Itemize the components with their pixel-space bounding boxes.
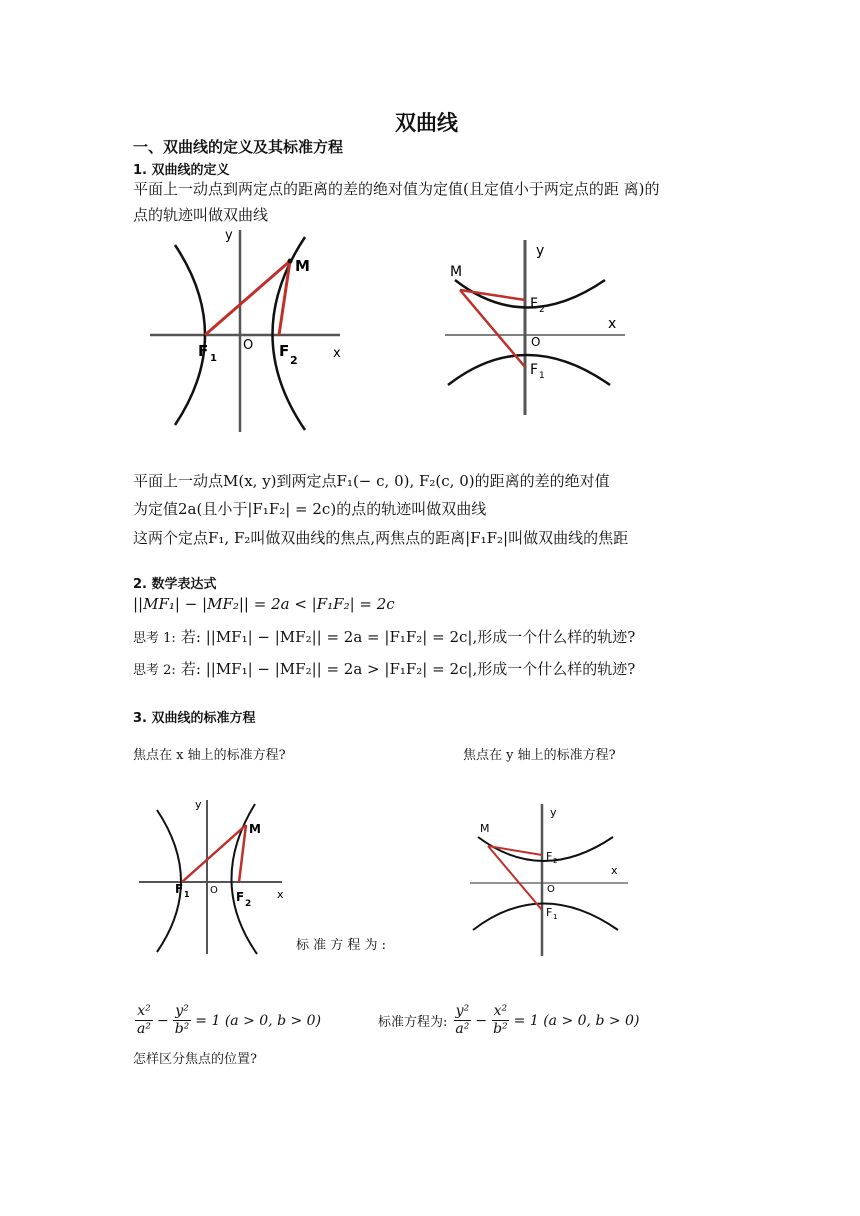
math-expression: ||MF₁| − |MF₂|| = 2a < |F₁F₂| = 2c: [133, 595, 395, 613]
think-1: [133, 626, 635, 647]
subheading-expression: 2. 数学表达式: [133, 577, 217, 592]
think-2: [133, 658, 635, 679]
eq-x-num2: y²: [175, 1003, 189, 1019]
point-m-label: M: [295, 257, 310, 275]
point-m-label: M: [480, 822, 490, 835]
eq-y-rhs: = 1 (a > 0, b > 0): [513, 1012, 640, 1029]
paragraph-line-1: 平面上一动点M(x, y)到两定点F₁(− c, 0), F₂(c, 0)的距离的差的绝对值: [133, 472, 610, 490]
focus-f2-label: F: [530, 296, 539, 312]
focus-f2-label: F: [546, 850, 553, 863]
eq-y-num1: y²: [455, 1003, 470, 1019]
y-axis-label: y: [225, 228, 233, 243]
think-2-text: 若: ||MF₁| − |MF₂|| = 2a > |F₁F₂| = 2c|,形成一个什么样的轨迹?: [180, 660, 636, 678]
focus-f1-label: F: [530, 362, 539, 378]
focus-f2-label: F: [236, 890, 245, 904]
equation-y-axis: 标准方程为: $\frac{\text{y²}}{\text{a²}}$ − $\frac{\text{x²}}{\text{b²}}$ = 1 (a > 0, b > 0): [378, 1003, 640, 1037]
focus-f1-sub: 1: [210, 353, 217, 364]
y-axis-label: y: [536, 243, 545, 259]
section-heading: 一、双曲线的定义及其标准方程: [133, 138, 344, 156]
eq-y-label: 标准方程为:: [378, 1015, 448, 1030]
eq-x-rhs: = 1 (a > 0, b > 0): [195, 1012, 322, 1029]
point-m-label: M: [450, 264, 463, 280]
origin-label: O: [210, 885, 218, 896]
focus-position-question: 怎样区分焦点的位置?: [133, 1052, 257, 1067]
focus-f1-label: F: [198, 342, 209, 360]
paragraph-line-3: 这两个定点F₁, F₂叫做双曲线的焦点,两焦点的距离|F₁F₂|叫做双曲线的焦距: [133, 529, 629, 547]
x-axis-label: x: [277, 888, 284, 901]
equation-x-axis: $\frac{\text{x²}}{\text{a²}}$ − $\frac{\text{y²}}{\text{b²}}$ = 1 (a > 0, b > 0): [137, 1003, 322, 1037]
y-axis-label: y: [550, 806, 557, 819]
standard-equation-label-spaced: 标 准 方 程 为 :: [296, 938, 387, 953]
page-title: 双曲线: [395, 111, 458, 135]
focus-f2-sub: 2: [539, 305, 545, 315]
eq-x-num1: x²: [137, 1003, 151, 1019]
eq-x-den2: b²: [174, 1021, 190, 1037]
focus-f2-sub: 2: [553, 857, 558, 865]
point-m-label: M: [249, 822, 261, 836]
think-1-text: 若: ||MF₁| − |MF₂|| = 2a = |F₁F₂| = 2c|,形成一个什么样的轨迹?: [180, 628, 636, 646]
definition-line-2: 点的轨迹叫做双曲线: [133, 206, 269, 224]
focus-f2-label: F: [279, 342, 290, 360]
focus-f1-sub: 1: [553, 913, 558, 921]
focus-f1-label: F: [175, 882, 184, 896]
think-1-label: 思考 1:: [133, 631, 176, 646]
x-axis-label: x: [333, 346, 341, 361]
origin-label: O: [531, 335, 541, 349]
think-2-label: 思考 2:: [133, 663, 176, 678]
hyperbola-y-figure-small: [468, 800, 633, 960]
eq-x-den1: a²: [137, 1021, 151, 1037]
focus-f2-sub: 2: [245, 899, 252, 909]
origin-label: O: [243, 338, 254, 353]
eq-y-den2: b²: [493, 1021, 508, 1037]
paragraph-line-2: 为定值2a(且小于|F₁F₂| = 2c)的点的轨迹叫做双曲线: [133, 500, 487, 518]
subheading-standard-equation: 3. 双曲线的标准方程: [133, 711, 256, 726]
origin-label: O: [547, 884, 555, 895]
definition-line-1: 平面上一动点到两定点的距离的差的绝对值为定值(且定值小于两定点的距 离)的: [133, 180, 660, 198]
x-axis-label: x: [611, 864, 618, 877]
y-axis-label: y: [195, 798, 202, 811]
x-axis-label: x: [608, 316, 617, 332]
focus-f1-sub: 1: [184, 890, 190, 899]
focus-f2-sub: 2: [290, 354, 298, 367]
eq-y-num2: x²: [493, 1003, 508, 1019]
hyperbola-y-figure: [440, 235, 630, 420]
question-x-axis: 焦点在 x 轴上的标准方程?: [133, 748, 286, 763]
eq-y-den1: a²: [455, 1021, 470, 1037]
hyperbola-x-figure-small: [137, 796, 287, 956]
question-y-axis: 焦点在 y 轴上的标准方程?: [463, 748, 616, 763]
focus-f1-label: F: [546, 906, 553, 919]
subheading-definition: 1. 双曲线的定义: [133, 163, 230, 178]
focus-f1-sub: 1: [539, 371, 545, 381]
hyperbola-x-figure: [145, 225, 345, 435]
